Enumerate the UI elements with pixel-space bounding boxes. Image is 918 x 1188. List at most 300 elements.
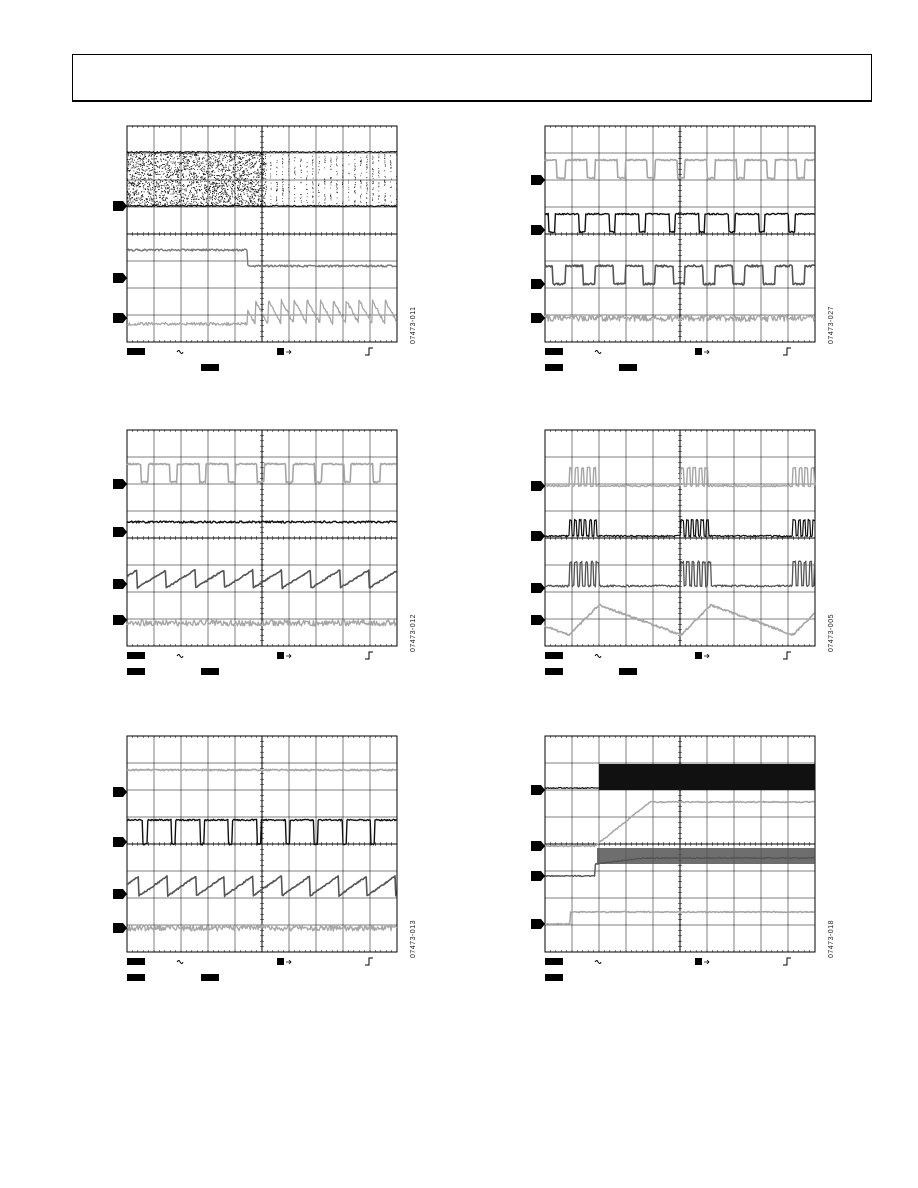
noise-dot	[312, 182, 313, 183]
noise-dot	[237, 203, 238, 204]
noise-dot	[128, 194, 129, 195]
noise-dot	[199, 161, 200, 162]
channel-ground-marker	[113, 273, 127, 283]
noise-dot	[151, 203, 152, 204]
noise-dot	[251, 154, 252, 155]
noise-dot	[355, 166, 356, 167]
noise-dot	[249, 196, 250, 197]
noise-dot	[271, 189, 272, 190]
noise-dot	[260, 200, 261, 201]
noise-dot	[342, 176, 343, 177]
page-header-box	[72, 54, 872, 102]
noise-dot	[165, 180, 166, 181]
noise-dot	[168, 170, 169, 171]
noise-dot	[379, 202, 380, 203]
noise-dot	[212, 189, 213, 190]
noise-dot	[230, 155, 231, 156]
noise-dot	[219, 186, 220, 187]
noise-dot	[186, 162, 187, 163]
noise-dot	[185, 190, 186, 191]
noise-dot	[156, 204, 157, 205]
noise-dot	[212, 195, 213, 196]
noise-dot	[169, 186, 170, 187]
noise-dot	[241, 201, 242, 202]
noise-dot	[210, 162, 211, 163]
noise-dot	[226, 184, 227, 185]
noise-dot	[203, 194, 204, 195]
noise-dot	[391, 171, 392, 172]
noise-dot	[241, 191, 242, 192]
noise-dot	[234, 182, 235, 183]
noise-dot	[227, 202, 228, 203]
noise-dot	[244, 181, 245, 182]
noise-dot	[230, 198, 231, 199]
noise-dot	[215, 168, 216, 169]
noise-dot	[165, 187, 166, 188]
noise-dot	[379, 171, 380, 172]
noise-dot	[169, 167, 170, 168]
noise-dot	[149, 193, 150, 194]
scope-readout	[545, 958, 791, 981]
noise-dot	[160, 182, 161, 183]
noise-dot	[188, 163, 189, 164]
channel-ground-marker	[113, 889, 127, 899]
noise-dot	[248, 181, 249, 182]
noise-dot	[219, 192, 220, 193]
noise-dot	[294, 186, 295, 187]
noise-dot	[157, 174, 158, 175]
noise-dot	[263, 188, 264, 189]
noise-dot	[355, 193, 356, 194]
noise-dot	[134, 199, 135, 200]
noise-dot	[234, 176, 235, 177]
noise-dot	[225, 166, 226, 167]
noise-dot	[337, 198, 338, 199]
noise-dot	[182, 197, 183, 198]
noise-dot	[145, 156, 146, 157]
noise-dot	[265, 163, 266, 164]
noise-dot	[226, 195, 227, 196]
noise-dot	[255, 157, 256, 158]
noise-dot	[168, 193, 169, 194]
noise-dot	[258, 204, 259, 205]
noise-dot	[373, 182, 374, 183]
noise-dot	[139, 204, 140, 205]
noise-dot	[233, 164, 234, 165]
noise-dot	[155, 186, 156, 187]
noise-dot	[248, 190, 249, 191]
noise-dot	[176, 204, 177, 205]
noise-dot	[249, 183, 250, 184]
noise-dot	[161, 193, 162, 194]
noise-dot	[145, 171, 146, 172]
noise-dot	[238, 188, 239, 189]
noise-dot	[212, 167, 213, 168]
noise-dot	[248, 204, 249, 205]
noise-dot	[384, 181, 385, 182]
noise-dot	[249, 160, 250, 161]
noise-dot	[210, 198, 211, 199]
noise-dot	[237, 180, 238, 181]
noise-dot	[188, 178, 189, 179]
noise-dot	[151, 154, 152, 155]
noise-dot	[250, 165, 251, 166]
noise-dot	[228, 181, 229, 182]
noise-dot	[204, 178, 205, 179]
noise-dot	[155, 158, 156, 159]
noise-dot	[215, 204, 216, 205]
noise-dot	[214, 187, 215, 188]
noise-dot	[146, 166, 147, 167]
noise-dot	[147, 173, 148, 174]
noise-dot	[301, 177, 302, 178]
noise-dot	[224, 182, 225, 183]
noise-dot	[213, 202, 214, 203]
noise-dot	[366, 172, 367, 173]
noise-dot	[175, 174, 176, 175]
noise-dot	[171, 200, 172, 201]
noise-dot	[161, 171, 162, 172]
noise-dot	[221, 185, 222, 186]
noise-dot	[206, 189, 207, 190]
noise-dot	[170, 179, 171, 180]
noise-dot	[263, 158, 264, 159]
noise-dot	[133, 189, 134, 190]
readout-channel-box	[127, 652, 145, 659]
noise-dot	[153, 200, 154, 201]
noise-dot	[373, 194, 374, 195]
noise-dot	[209, 176, 210, 177]
noise-dot	[194, 182, 195, 183]
noise-dot	[142, 165, 143, 166]
noise-dot	[255, 195, 256, 196]
noise-dot	[324, 188, 325, 189]
noise-dot	[209, 194, 210, 195]
noise-dot	[247, 162, 248, 163]
noise-dot	[261, 153, 262, 154]
noise-dot	[232, 189, 233, 190]
noise-dot	[312, 160, 313, 161]
noise-dot	[226, 170, 227, 171]
noise-dot	[148, 164, 149, 165]
noise-dot	[141, 169, 142, 170]
noise-dot	[199, 166, 200, 167]
noise-dot	[259, 189, 260, 190]
noise-dot	[325, 198, 326, 199]
noise-dot	[373, 178, 374, 179]
noise-dot	[307, 193, 308, 194]
noise-dot	[144, 191, 145, 192]
noise-dot	[378, 182, 379, 183]
noise-dot	[191, 173, 192, 174]
oscilloscope-figure-6	[528, 736, 828, 986]
noise-dot	[300, 198, 301, 199]
noise-dot	[175, 191, 176, 192]
noise-dot	[245, 200, 246, 201]
noise-dot	[138, 168, 139, 169]
noise-dot	[180, 155, 181, 156]
noise-dot	[141, 197, 142, 198]
scope-readout	[127, 348, 373, 371]
noise-dot	[246, 201, 247, 202]
noise-dot	[232, 196, 233, 197]
noise-dot	[366, 197, 367, 198]
trigger-marker-icon	[277, 348, 284, 355]
noise-dot	[169, 165, 170, 166]
noise-dot	[204, 166, 205, 167]
noise-dot	[183, 197, 184, 198]
noise-dot	[307, 166, 308, 167]
noise-dot	[181, 189, 182, 190]
noise-dot	[384, 154, 385, 155]
noise-dot	[208, 174, 209, 175]
noise-dot	[202, 178, 203, 179]
noise-dot	[187, 154, 188, 155]
noise-dot	[378, 199, 379, 200]
noise-dot	[195, 173, 196, 174]
noise-dot	[367, 187, 368, 188]
arrow-right-icon	[286, 960, 291, 964]
noise-dot	[373, 181, 374, 182]
noise-dot	[372, 168, 373, 169]
noise-dot	[343, 158, 344, 159]
noise-dot	[143, 183, 144, 184]
noise-dot	[249, 187, 250, 188]
noise-dot	[251, 198, 252, 199]
noise-dot	[259, 185, 260, 186]
noise-dot	[127, 198, 128, 199]
readout-channel-box	[127, 958, 145, 965]
channel-ground-marker	[531, 225, 545, 235]
noise-dot	[361, 161, 362, 162]
noise-dot	[343, 173, 344, 174]
noise-dot	[188, 195, 189, 196]
noise-dot	[258, 200, 259, 201]
noise-dot	[166, 197, 167, 198]
noise-dot	[277, 168, 278, 169]
noise-dot	[167, 203, 168, 204]
noise-dot	[384, 197, 385, 198]
noise-dot	[283, 154, 284, 155]
bandwidth-limit-icon	[595, 655, 601, 658]
noise-dot	[144, 184, 145, 185]
noise-dot	[194, 176, 195, 177]
noise-dot	[132, 160, 133, 161]
noise-dot	[231, 191, 232, 192]
noise-dot	[306, 178, 307, 179]
noise-dot	[131, 177, 132, 178]
noise-dot	[222, 160, 223, 161]
noise-dot	[244, 188, 245, 189]
noise-dot	[142, 169, 143, 170]
noise-dot	[348, 155, 349, 156]
noise-dot	[263, 172, 264, 173]
noise-dot	[239, 196, 240, 197]
noise-dot	[214, 190, 215, 191]
noise-dot	[134, 167, 135, 168]
noise-dot	[265, 194, 266, 195]
noise-dot	[172, 201, 173, 202]
noise-dot	[294, 160, 295, 161]
noise-dot	[220, 161, 221, 162]
noise-dot	[257, 192, 258, 193]
noise-dot	[330, 177, 331, 178]
noise-dot	[156, 165, 157, 166]
noise-dot	[372, 183, 373, 184]
noise-dot	[255, 203, 256, 204]
noise-dot	[177, 171, 178, 172]
noise-dot	[137, 159, 138, 160]
noise-dot	[129, 159, 130, 160]
noise-dot	[146, 181, 147, 182]
noise-dot	[178, 185, 179, 186]
noise-dot	[288, 171, 289, 172]
noise-dot	[336, 189, 337, 190]
noise-dot	[132, 176, 133, 177]
noise-dot	[354, 165, 355, 166]
noise-dot	[266, 186, 267, 187]
noise-dot	[218, 178, 219, 179]
noise-dot	[236, 171, 237, 172]
noise-dot	[205, 184, 206, 185]
noise-dot	[195, 196, 196, 197]
channel-ground-marker	[531, 785, 545, 795]
noise-dot	[236, 177, 237, 178]
noise-dot	[209, 200, 210, 201]
noise-dot	[193, 174, 194, 175]
noise-dot	[179, 184, 180, 185]
noise-dot	[216, 202, 217, 203]
noise-dot	[191, 199, 192, 200]
noise-dot	[150, 174, 151, 175]
noise-dot	[151, 199, 152, 200]
noise-dot	[237, 190, 238, 191]
noise-dot	[247, 187, 248, 188]
noise-dot	[188, 159, 189, 160]
noise-dot	[132, 178, 133, 179]
noise-dot	[141, 153, 142, 154]
noise-dot	[295, 167, 296, 168]
noise-dot	[209, 168, 210, 169]
noise-dot	[171, 175, 172, 176]
readout-channel-box	[127, 668, 145, 675]
noise-dot	[127, 179, 128, 180]
noise-dot	[301, 170, 302, 171]
noise-dot	[229, 199, 230, 200]
noise-dot	[177, 181, 178, 182]
noise-dot	[222, 199, 223, 200]
noise-dot	[348, 183, 349, 184]
noise-dot	[241, 168, 242, 169]
noise-dot	[212, 191, 213, 192]
noise-dot	[191, 197, 192, 198]
noise-dot	[208, 176, 209, 177]
noise-dot	[384, 158, 385, 159]
noise-dot	[160, 204, 161, 205]
trigger-edge-icon	[783, 652, 791, 659]
noise-dot	[301, 202, 302, 203]
noise-dot	[264, 184, 265, 185]
noise-dot	[391, 167, 392, 168]
noise-dot	[127, 180, 128, 181]
noise-dot	[361, 173, 362, 174]
noise-dot	[183, 184, 184, 185]
noise-dot	[366, 157, 367, 158]
noise-dot	[163, 159, 164, 160]
noise-dot	[216, 167, 217, 168]
noise-dot	[213, 164, 214, 165]
noise-dot	[249, 163, 250, 164]
noise-dot	[313, 183, 314, 184]
noise-dot	[331, 178, 332, 179]
noise-dot	[185, 194, 186, 195]
noise-dot	[289, 191, 290, 192]
noise-dot	[194, 188, 195, 189]
noise-dot	[254, 202, 255, 203]
noise-dot	[214, 192, 215, 193]
noise-dot	[224, 173, 225, 174]
noise-dot	[148, 189, 149, 190]
noise-dot	[390, 161, 391, 162]
noise-dot	[183, 162, 184, 163]
noise-dot	[155, 192, 156, 193]
noise-dot	[220, 176, 221, 177]
noise-dot	[367, 161, 368, 162]
noise-dot	[270, 155, 271, 156]
noise-dot	[176, 173, 177, 174]
noise-dot	[337, 173, 338, 174]
noise-dot	[181, 200, 182, 201]
noise-dot	[147, 166, 148, 167]
noise-dot	[312, 196, 313, 197]
noise-dot	[219, 180, 220, 181]
noise-dot	[262, 177, 263, 178]
noise-dot	[140, 152, 141, 153]
noise-dot	[250, 188, 251, 189]
noise-dot	[349, 200, 350, 201]
noise-dot	[223, 169, 224, 170]
noise-dot	[289, 154, 290, 155]
noise-dot	[354, 159, 355, 160]
noise-dot	[203, 157, 204, 158]
noise-dot	[178, 183, 179, 184]
noise-dot	[251, 173, 252, 174]
noise-dot	[175, 165, 176, 166]
noise-dot	[150, 189, 151, 190]
noise-dot	[193, 183, 194, 184]
noise-dot	[137, 169, 138, 170]
noise-dot	[136, 185, 137, 186]
noise-dot	[166, 183, 167, 184]
noise-dot	[133, 188, 134, 189]
noise-dot	[249, 174, 250, 175]
noise-dot	[199, 163, 200, 164]
noise-dot	[227, 193, 228, 194]
noise-dot	[213, 155, 214, 156]
noise-dot	[149, 184, 150, 185]
noise-dot	[282, 198, 283, 199]
noise-dot	[372, 163, 373, 164]
noise-dot	[237, 167, 238, 168]
noise-dot	[234, 174, 235, 175]
noise-dot	[196, 182, 197, 183]
noise-dot	[221, 169, 222, 170]
noise-dot	[152, 159, 153, 160]
noise-dot	[289, 198, 290, 199]
noise-dot	[361, 160, 362, 161]
noise-dot	[282, 194, 283, 195]
channel-ground-marker	[113, 837, 127, 847]
